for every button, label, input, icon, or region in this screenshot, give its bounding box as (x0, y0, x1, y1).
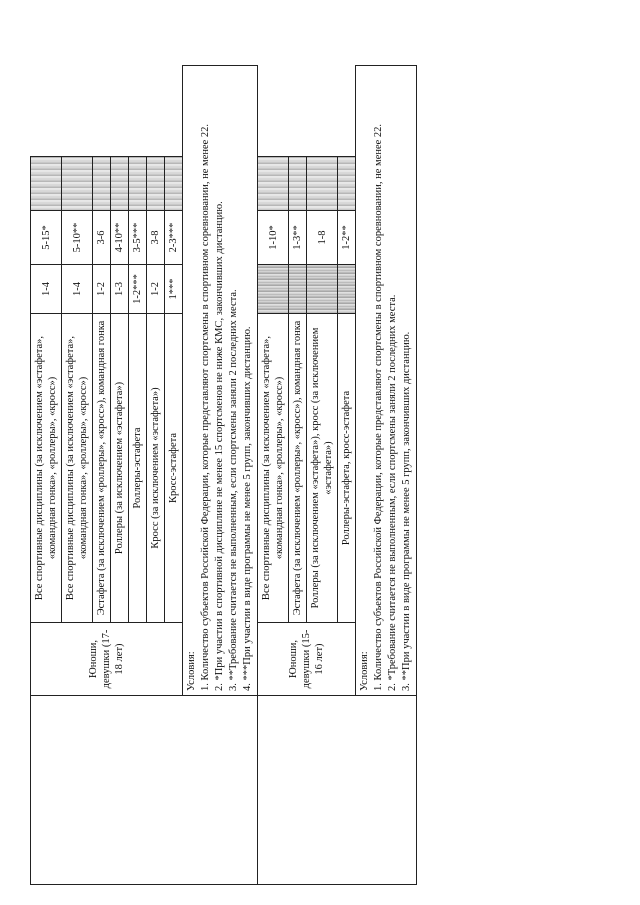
place-cell-c (307, 157, 338, 211)
place-cell-b: 1-10* (258, 211, 289, 265)
table-row (31, 66, 62, 885)
conditions-cell (183, 66, 258, 696)
condition-item: 1. Количество субъектов Российской Федерации, которые представляют спортсмены в спортивном соревновании, не менее 22. (200, 123, 211, 691)
place-cell-b: 3-8 (147, 211, 165, 265)
discipline-cell: Кросс-эстафета (165, 314, 183, 623)
discipline-cell: Роллеры (за исключением «эстафета»), кросс (за исключением «эстафета») (307, 314, 338, 623)
place-cell-c (93, 157, 111, 211)
place-cell-c (289, 157, 307, 211)
place-cell-b: 1-3** (289, 211, 307, 265)
discipline-cell: Кросс (за исключением «эстафета») (147, 314, 165, 623)
discipline-cell: Эстафета (за исключением «роллеры», «кросс»), командная гонка (93, 314, 111, 623)
place-cell-b: 3-5*** (129, 211, 147, 265)
discipline-cell: Эстафета (за исключением «роллеры», «кросс»), командная гонка (289, 314, 307, 623)
rotated-table-area (30, 25, 575, 885)
conditions-title: Условия: (186, 651, 197, 691)
qualification-table (30, 65, 417, 885)
discipline-cell: Все спортивные дисциплины (за исключением «эстафета», «командная гонка», «роллеры», «кросс») (62, 314, 93, 623)
place-cell-b: 5-15* (31, 211, 62, 265)
place-cell-c (147, 157, 165, 211)
conditions-title: Условия: (359, 651, 370, 691)
place-cell-a: 1-2 (147, 265, 165, 314)
place-cell-c (129, 157, 147, 211)
place-cell-c (111, 157, 129, 211)
age-group-cell: Юноши, девушки (17-18 лет) (31, 623, 183, 696)
place-cell-a (258, 265, 289, 314)
discipline-cell: Все спортивные дисциплины (за исключением «эстафета», «командная гонка», «роллеры», «кросс») (258, 314, 289, 623)
condition-item: 3. **При участии в виде программы не менее 5 групп, закончивших дистанцию. (401, 331, 412, 691)
table-row (258, 66, 289, 885)
place-cell-c (338, 157, 356, 211)
place-cell-b: 3-6 (93, 211, 111, 265)
place-cell-b: 1-8 (307, 211, 338, 265)
condition-item: 3. **Требование считается не выполненным, если спортсмены заняли 2 последних места. (228, 289, 239, 691)
condition-item: 2. *Требование считается не выполненным, если спортсмены заняли 2 последних места. (387, 294, 398, 691)
place-cell-c (165, 157, 183, 211)
place-cell-a: 1-2*** (129, 265, 147, 314)
condition-item: 2. *При участии в спортивной дисциплине не менее 15 спортсменов не ниже КМС, закончивших дистанцию. (214, 201, 225, 691)
empty-cell (258, 696, 417, 885)
place-cell-b: 2-3*** (165, 211, 183, 265)
condition-item: 1. Количество субъектов Российской Федерации, которые представляют спортсмены в спортивном соревновании, не менее 22. (373, 123, 384, 691)
discipline-cell: Роллеры (за исключением «эстафета») (111, 314, 129, 623)
place-cell-c (258, 157, 289, 211)
place-cell-a: 1-2 (93, 265, 111, 314)
place-cell-a (307, 265, 338, 314)
place-cell-a (289, 265, 307, 314)
place-cell-b: 1-2** (338, 211, 356, 265)
place-cell-a: 1-3 (111, 265, 129, 314)
page-number (0, 45, 2, 75)
discipline-cell: Роллеры-эстафета (129, 314, 147, 623)
conditions-cell (356, 66, 417, 696)
empty-cell (31, 696, 258, 885)
place-cell-c (31, 157, 62, 211)
discipline-cell: Роллеры-эстафета, кросс-эстафета (338, 314, 356, 623)
place-cell-b: 5-10** (62, 211, 93, 265)
place-cell-a: 1-4 (31, 265, 62, 314)
condition-item: 4. ***При участии в виде программы не менее 5 групп, закончивших дистанцию. (242, 326, 253, 691)
place-cell-a (338, 265, 356, 314)
place-cell-c (62, 157, 93, 211)
place-cell-a: 1*** (165, 265, 183, 314)
place-cell-a: 1-4 (62, 265, 93, 314)
discipline-cell: Все спортивные дисциплины (за исключением «эстафета», «командная гонка», «роллеры», «кросс») (31, 314, 62, 623)
place-cell-b: 4-10** (111, 211, 129, 265)
age-group-cell: Юноши, девушки (15-16 лет) (258, 623, 356, 696)
